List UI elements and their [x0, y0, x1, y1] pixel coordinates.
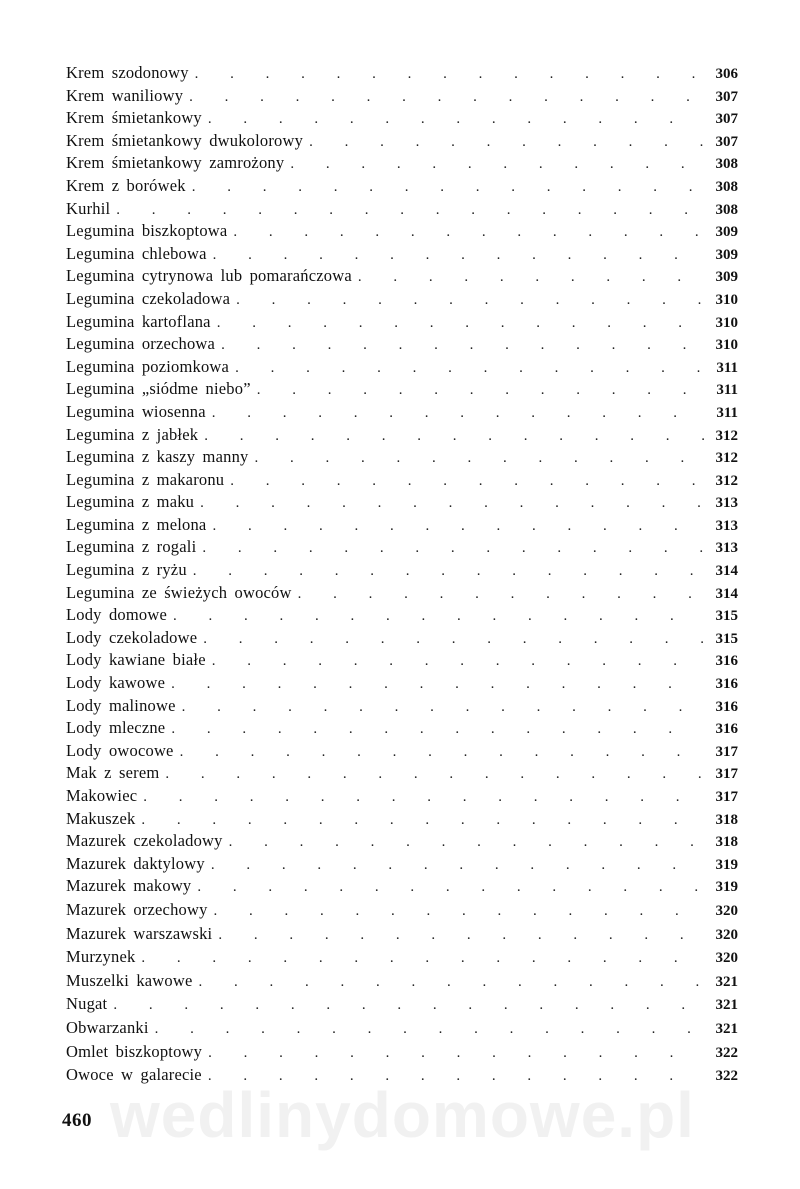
toc-entry [66, 717, 738, 740]
dot-leader [218, 924, 704, 948]
toc-entry [66, 1063, 738, 1087]
dot-leader [189, 86, 704, 109]
toc-entry [66, 559, 738, 582]
toc-entry-title: Legumina z kaszy manny [66, 447, 249, 467]
toc-entry-title: Lody owocowe [66, 740, 174, 760]
toc-entry-title: Lody malinowe [66, 695, 176, 715]
dot-leader [212, 402, 704, 425]
toc-entry-page: 315 [715, 608, 738, 625]
toc-entry-page: 321 [715, 1020, 738, 1037]
toc-entry [66, 582, 738, 605]
dot-leader [182, 696, 704, 719]
toc-entry [66, 446, 738, 469]
dot-leader [155, 1018, 704, 1042]
toc-entry-page: 311 [716, 382, 738, 399]
dot-leader [141, 947, 704, 971]
toc-entry-title: Mazurek czekoladowy [66, 831, 223, 851]
toc-entry-page: 313 [715, 540, 738, 557]
dot-leader [192, 176, 704, 199]
dot-leader [197, 876, 704, 899]
toc-entry-page: 319 [715, 879, 738, 896]
toc-entry-page: 308 [715, 201, 738, 218]
toc-entry-page: 314 [715, 563, 738, 580]
toc-entry [66, 695, 738, 718]
toc-entry [66, 853, 738, 876]
toc-entry [66, 198, 738, 221]
toc-entry [66, 243, 738, 266]
dot-leader [199, 971, 704, 995]
toc-entry-title: Mak z serem [66, 763, 160, 783]
toc-entry-page: 320 [715, 926, 738, 943]
dot-leader [298, 583, 704, 606]
dot-leader [221, 334, 704, 357]
toc-entry-title: Lody czekoladowe [66, 627, 198, 647]
dot-leader [230, 470, 704, 493]
toc-entry-page: 308 [715, 178, 738, 195]
toc-entry-title: Murzynek [66, 947, 136, 967]
toc-entry-page: 311 [716, 359, 738, 376]
dot-leader [171, 673, 704, 696]
toc-entry-title: Obwarzanki [66, 1017, 149, 1037]
toc-entry-page: 318 [715, 811, 738, 828]
toc-entry-page: 312 [715, 427, 738, 444]
toc-entry-page: 322 [715, 1068, 738, 1085]
toc-entry-page: 316 [715, 676, 738, 693]
toc-entry-title: Legumina kartoflana [66, 311, 211, 331]
toc-entry-title: Legumina z melona [66, 514, 207, 534]
toc-entry-page: 307 [715, 111, 738, 128]
toc-entry [66, 107, 738, 130]
toc-entry-title: Legumina czekoladowa [66, 288, 231, 308]
toc-entry-page: 310 [715, 314, 738, 331]
toc-entry-page: 311 [716, 404, 738, 421]
dot-leader [235, 357, 704, 380]
dot-leader [211, 854, 704, 877]
toc-entry-title: Mazurek makowy [66, 876, 192, 896]
toc-entry-page: 306 [715, 66, 738, 82]
toc-entry [66, 333, 738, 356]
toc-entry-title: Legumina „siódme niebo” [66, 379, 251, 399]
toc-entry-page: 312 [715, 450, 738, 467]
toc-entry-page: 310 [715, 291, 738, 308]
toc-entry-title: Makuszek [66, 808, 136, 828]
dot-leader [143, 786, 704, 809]
toc-entry-title: Legumina biszkoptowa [66, 221, 228, 241]
toc-entry-title: Krem z borówek [66, 175, 186, 195]
toc-entry-title: Legumina chlebowa [66, 243, 207, 263]
dot-leader [195, 63, 704, 86]
toc-entry [66, 152, 738, 175]
dot-leader [203, 628, 704, 651]
toc-entry [66, 356, 738, 379]
toc-entry-title: Muszelki kawowe [66, 970, 193, 990]
dot-leader [116, 199, 704, 222]
toc-entry [66, 1040, 738, 1064]
dot-leader [180, 741, 704, 764]
toc-entry [66, 424, 738, 447]
toc-entry-title: Krem waniliowy [66, 85, 184, 105]
toc-entry-page: 317 [715, 789, 738, 805]
toc-entry [66, 1016, 738, 1040]
toc-entry [66, 808, 738, 831]
dot-leader [254, 447, 704, 470]
page-number: 460 [62, 1110, 92, 1131]
toc-entry-page: 315 [715, 630, 738, 647]
dot-leader [257, 379, 704, 402]
toc-entry [66, 762, 738, 785]
dot-leader [208, 1042, 704, 1066]
toc-entry-title: Legumina cytrynowa lub pomarańczowa [66, 266, 352, 286]
toc-entry-page: 313 [715, 495, 738, 512]
toc-entry [66, 830, 738, 853]
dot-leader [212, 650, 704, 673]
toc-entry-title: Krem śmietankowy dwukolorowy [66, 130, 304, 150]
dot-leader [113, 994, 704, 1018]
toc-entry-page: 319 [715, 856, 738, 873]
toc-entry-page: 316 [715, 698, 738, 715]
toc-entry-page: 320 [715, 902, 738, 919]
toc-entry-page: 318 [715, 834, 738, 851]
toc-entry-title: Nugat [66, 994, 108, 1014]
toc-entry [66, 969, 738, 993]
toc-entry-title: Legumina ze świeżych owoców [66, 582, 292, 602]
toc-entry [66, 922, 738, 946]
toc-entry-page: 321 [715, 973, 738, 990]
toc-entry-page: 310 [715, 337, 738, 354]
watermark: wedlinydomowe.pl [110, 1079, 695, 1151]
dot-leader [173, 605, 704, 628]
toc-entry [66, 130, 738, 153]
toc-entry-page: 313 [715, 517, 738, 534]
toc-entry-page: 312 [715, 472, 738, 489]
toc-entry [66, 875, 738, 898]
dot-leader [358, 266, 704, 289]
dot-leader [213, 244, 704, 267]
toc-entry [66, 604, 738, 627]
toc-entry-page: 308 [715, 156, 738, 173]
toc-entry-title: Mazurek daktylowy [66, 853, 205, 873]
toc-entry-title: Makowiec [66, 786, 138, 805]
dot-leader [236, 289, 704, 312]
dot-leader [204, 425, 704, 448]
dot-leader [193, 560, 704, 583]
toc-entry-page: 307 [715, 88, 738, 105]
dot-leader [208, 108, 704, 131]
toc-entry-page: 314 [715, 585, 738, 602]
toc-entry [66, 898, 738, 922]
toc-entry [66, 378, 738, 401]
toc-entry-title: Mazurek warszawski [66, 923, 213, 943]
toc-entry [66, 220, 738, 243]
dot-leader [202, 537, 704, 560]
toc-entry-title: Krem śmietankowy zamrożony [66, 153, 285, 173]
dot-leader [171, 718, 704, 741]
toc-entry-title: Mazurek orzechowy [66, 899, 208, 919]
toc-entry-title: Legumina wiosenna [66, 401, 206, 421]
toc-entry-title: Krem śmietankowy [66, 108, 202, 128]
toc-entry [66, 514, 738, 537]
toc-entry [66, 469, 738, 492]
toc-entry [66, 945, 738, 969]
toc-entry-page: 321 [715, 997, 738, 1014]
toc-entry-title: Omlet biszkoptowy [66, 1041, 203, 1061]
dot-leader [165, 763, 704, 786]
toc-entry [66, 992, 738, 1016]
toc-entry [66, 672, 738, 695]
dot-leader [212, 515, 704, 538]
toc-entry-title: Krem szodonowy [66, 63, 189, 82]
toc-entry-page: 322 [715, 1044, 738, 1061]
toc-entry-page: 316 [715, 721, 738, 738]
toc-entry [66, 265, 738, 288]
toc-entry-title: Lody kawiane białe [66, 650, 206, 670]
toc-entry-title: Legumina z rogali [66, 537, 197, 557]
dot-leader [141, 809, 704, 832]
toc-entry [66, 62, 738, 85]
toc-entry [66, 85, 738, 108]
toc-entry-title: Legumina z makaronu [66, 469, 225, 489]
dot-leader [208, 1065, 704, 1089]
dot-leader [200, 492, 704, 515]
toc-entry [66, 785, 738, 808]
toc-entry [66, 491, 738, 514]
dot-leader [309, 131, 704, 154]
toc-entry-title: Lody domowe [66, 605, 167, 625]
toc-entry-title: Legumina z ryżu [66, 560, 187, 580]
dot-leader [229, 831, 704, 854]
toc-entry-title: Legumina z maku [66, 492, 195, 512]
toc-entry-page: 309 [715, 269, 738, 286]
toc-entry [66, 627, 738, 650]
toc-entry-title: Legumina z jabłek [66, 424, 199, 444]
toc-entry-page: 320 [715, 950, 738, 967]
toc-entry-page: 309 [715, 224, 738, 241]
toc-entry-title: Legumina orzechowa [66, 334, 216, 354]
toc-entry-title: Lody kawowe [66, 673, 166, 693]
toc-entry-page: 317 [715, 743, 738, 760]
toc-entry [66, 536, 738, 559]
toc-entry [66, 175, 738, 198]
dot-leader [290, 153, 704, 176]
toc-entry [66, 740, 738, 763]
toc-entry-title: Kurhil [66, 198, 111, 218]
toc-entry-page: 309 [715, 246, 738, 263]
toc-entry-page: 307 [715, 133, 738, 150]
dot-leader [217, 312, 704, 335]
toc-entry-title: Lody mleczne [66, 718, 166, 738]
toc-entry [66, 401, 738, 424]
dot-leader [214, 900, 704, 924]
toc-entry-page: 317 [715, 766, 738, 783]
toc-entry-page: 316 [715, 653, 738, 670]
dot-leader [233, 221, 704, 244]
toc-entry-title: Owoce w galarecie [66, 1065, 202, 1085]
table-of-contents [66, 62, 738, 1087]
toc-entry-title: Legumina poziomkowa [66, 356, 230, 376]
toc-entry [66, 649, 738, 672]
toc-entry [66, 288, 738, 311]
toc-entry [66, 311, 738, 334]
